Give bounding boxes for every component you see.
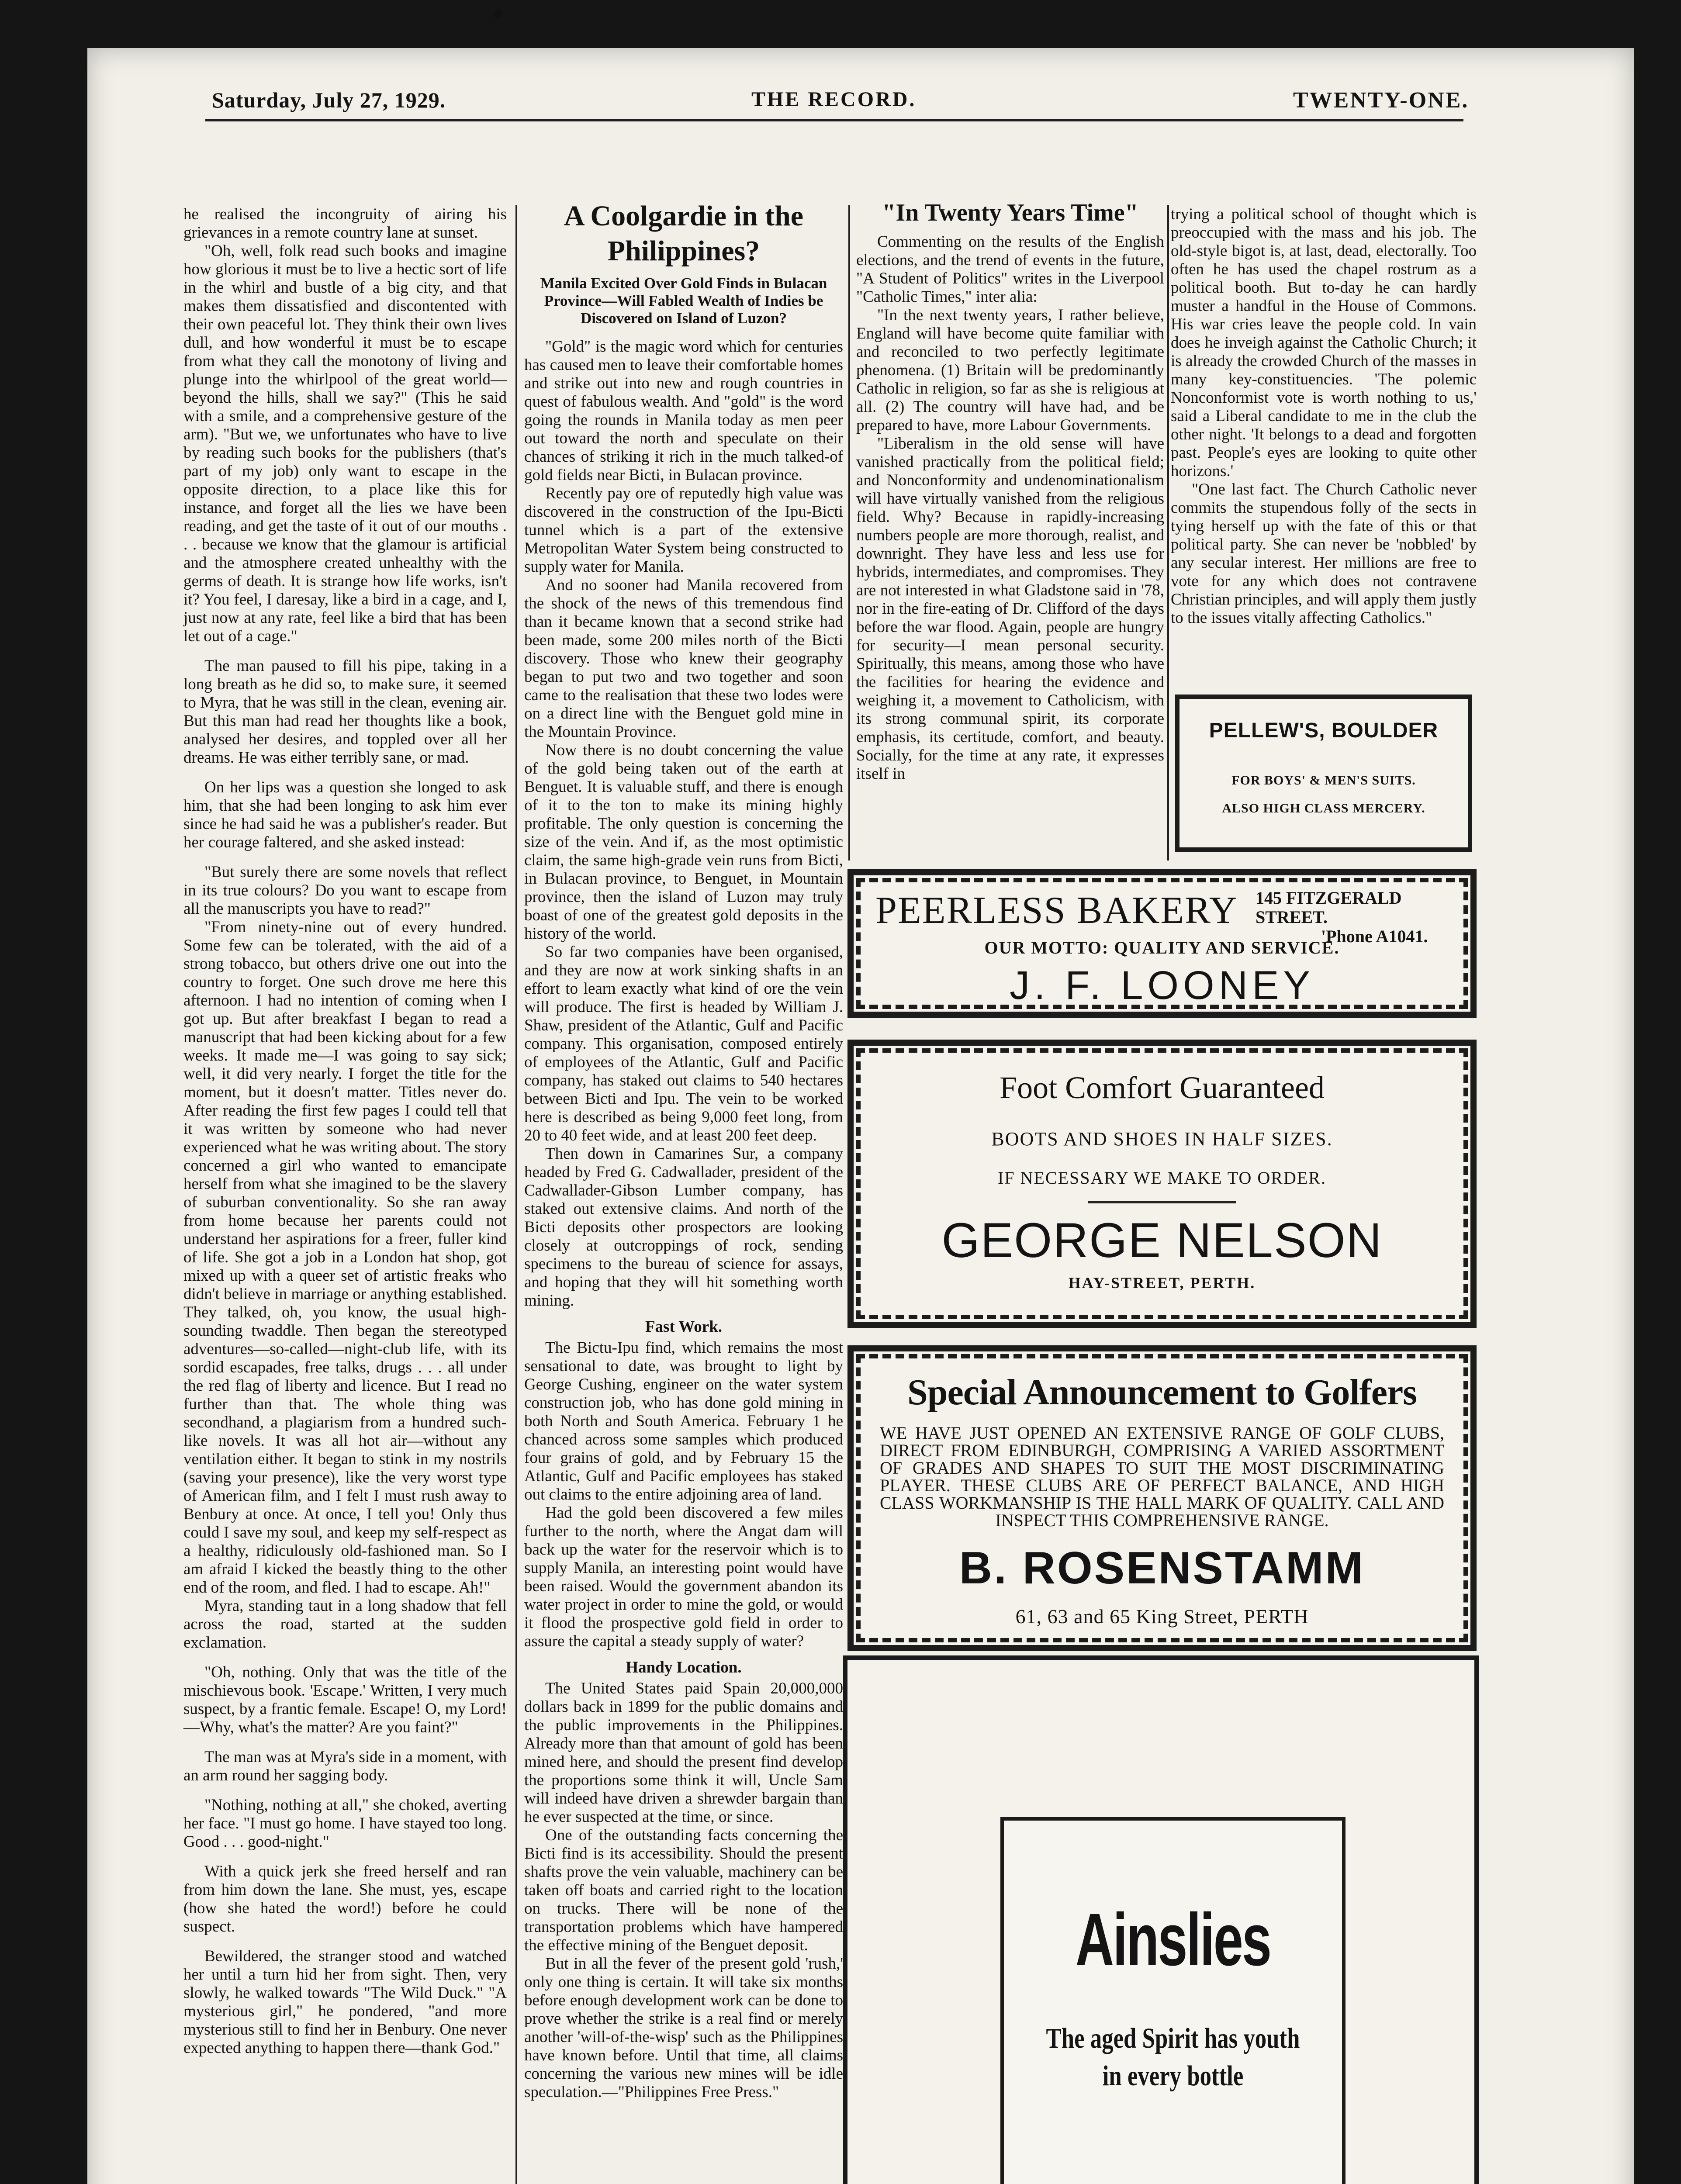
masthead-title: THE RECORD. (751, 88, 917, 111)
ad-line: FOR BOYS' & MEN'S SUITS. (1231, 773, 1416, 788)
column-divider (1167, 205, 1169, 860)
ad-headline: Special Announcement to Golfers (907, 1372, 1417, 1413)
paragraph: "Oh, well, folk read such books and imagine how glorious it must be to live a hectic sort of life in the whirl and bustle of a big city, and that makes them dissatisfied and discontented with their own peaceful lot. They think their own lives dull, and how wonderful it must be to escape from what they call the monotony of living and plunge into the whirlpool of the great world—beyond the hills, shall we say?" (This he said with a smile, and a comprehensive gesture of the arm). "But we, we unfortunates who have to live by reading such books for the publishers (that's part of my job) only want to escape in the opposite direction, to a place like this for instance, and forget all the lies we have been reading, and get the taste of it out of our mouths . . . because we know that the glamour is artificial and the atmosphere created unhealthy with the germs of death. It is strange how life works, isn't it? You feel, I daresay, like a bird in a cage, and I, just now at any rate, feel like a bird that has been let out of a cage." (183, 242, 507, 645)
ad-business-name: PEERLESS BAKERY (875, 889, 1238, 932)
subheading: Fast Work. (645, 1318, 723, 1336)
ad-line: IF NECESSARY WE MAKE TO ORDER. (998, 1168, 1326, 1188)
issue-date: Saturday, July 27, 1929. (212, 88, 446, 112)
paragraph: Now there is no doubt concerning the value of the gold being taken out of the earth at Benguet. It is valuable stuff, and there is enough of it to the ton to make its mining highly profitable. The only question is concerning the size of the vein. And if, as the most optimistic claim, the same high-grade vein runs from Bicti, in Bulacan province, to Benguet, in Mountain province, then the island of Luzon may truly boast of one of the greatest gold deposits in the history of the world. (524, 741, 843, 943)
paragraph: And no sooner had Manila recovered from the shock of the news of this tremendous find than it became known that a second strike had been made, some 200 miles north of the Bicti discovery. Those who knew their geography began to put two and two together and soon came to the realisation that these two lodes were on a direct line with the Benguet gold mine in the Mountain Province. (524, 576, 843, 741)
paragraph: But in all the fever of the present gold 'rush,' only one thing is certain. It will take six months before enough development work can be done to prove whether the strike is a real find or merely another 'will-of-the-wisp' such as the Philippines have known before. Until that time, all claims concerning the various new mines will be idle speculation.—"Philippines Free Press." (524, 1955, 843, 2101)
paragraph: "Gold" is the magic word which for centuries has caused men to leave their comfortable homes and strike out into new and rough countries in quest of fabulous wealth. And "gold" is the word going the rounds in Manila today as men peer out toward the north and speculate on their chances of striking it rich in the much talked-of gold fields near Bicti, in Bulacan province. (524, 338, 843, 484)
pellew-advertisement (1175, 695, 1472, 852)
ad-business-name: B. ROSENSTAMM (959, 1543, 1365, 1593)
paragraph: With a quick jerk she freed herself and ran from him down the lane. She must, yes, escape (how she hated the word!) before he could suspect. (183, 1863, 507, 1935)
tagline-line: The aged Spirit has youth (1046, 2022, 1300, 2054)
page-number: TWENTY-ONE. (1293, 88, 1469, 113)
ad-owner-name: J. F. LOONEY (1010, 963, 1314, 1008)
article-headline: A Coolgardie in the Philippines? (564, 200, 804, 267)
story-continuation-column (183, 205, 507, 2057)
tagline-line: in every bottle (1102, 2060, 1244, 2092)
paragraph: One of the outstanding facts concerning the Bicti find is its accessibility. Should the present shafts prove the vein valuable, machinery can be taken off boats and carried right to the location on trucks. There will be none of the transportation problems which have hampered the effective mining of the Benguet deposit. (524, 1826, 843, 1954)
peerless-bakery-advertisement (847, 869, 1477, 1018)
paragraph: "Nothing, nothing at all," she choked, averting her face. "I must go home. I have stayed too long. Good . . . good-night." (183, 1796, 507, 1851)
article-deck: Manila Excited Over Gold Finds in Bulacan Province—Will Fabled Wealth of Indies be Discovered on Island of Luzon? (540, 275, 827, 327)
ad-headline: Foot Comfort Guaranteed (1000, 1070, 1325, 1105)
ad-motto: OUR MOTTO: QUALITY AND SERVICE. (984, 938, 1340, 957)
paragraph: Recently pay ore of reputedly high value was discovered in the construction of the Ipu-Bicti tunnel which is a part of the extensive Metropolitan Water System being constructed to supply water for Manila. (524, 484, 843, 576)
ink-spot (494, 10, 502, 18)
ad-brand: Ainslies (1075, 1898, 1271, 1981)
paragraph: Bewildered, the stranger stood and watched her until a turn hid her from sight. Then, very slowly, he walked towards "The Wild Duck." "A mysterious girl," he pondered, "and more mysterious still to find her in Benbury. One never expected anything to happen there—thank God." (183, 1947, 507, 2057)
twenty-years-article (856, 199, 1164, 783)
paragraph: "But surely there are some novels that reflect in its true colours? Do you want to escape from all the manuscripts you have to read?" (183, 863, 507, 918)
paragraph: Commenting on the results of the English elections, and the trend of events in the future, "A Student of Politics" writes in the Liverpool "Catholic Times," inter alia: (856, 233, 1164, 306)
paragraph: On her lips was a question she longed to ask him, that she had been longing to ask him ever since he had said he was a publisher's reader. But her courage faltered, and she asked instead: (183, 778, 507, 851)
coolgardie-article (524, 199, 843, 2101)
paragraph: The man paused to fill his pipe, taking in a long breath as he did so, to make sure, it seemed to Myra, that he was still in the clean, evening air. But this man had read her thoughts like a book, analysed her desires, and toppled over all her dreams. He was either terribly sane, or mad. (183, 657, 507, 767)
paragraph: Then down in Camarines Sur, a company headed by Fred G. Cadwallader, president of the Cadwallader-Gibson Lumber company, has staked out extensive claims. And north of the Bicti deposits other prospectors are looking closely at outcroppings of rock, sending specimens to the bureau of science for assays, and hoping that they will hit something worth mining. (524, 1145, 843, 1310)
paragraph: Had the gold been discovered a few miles further to the north, where the Angat dam will back up the water for the reservoir which is to supply Manila, an interesting point would have been raised. Would the government abandon its water project in order to mine the gold, or would it flood the prospective gold field in order to assure the capital a steady supply of water? (524, 1504, 843, 1650)
ad-street: 145 FITZGERALD STREET. (1256, 888, 1402, 927)
twenty-years-continuation (1171, 205, 1477, 627)
ad-business-name: PELLEW'S, BOULDER (1209, 719, 1439, 742)
header-rule (205, 119, 1463, 121)
ad-business-name: GEORGE NELSON (941, 1213, 1383, 1268)
column-divider (848, 205, 850, 860)
paragraph: The United States paid Spain 20,000,000 dollars back in 1899 for the public domains and the public improvements in the Philippines. Already more than that amount of gold has been mined here, and should the present find develop the proportions some think it will, Uncle Sam will indeed have driven a shrewder bargain than he ever suspected at the time, or since. (524, 1679, 843, 1826)
paragraph: "Liberalism in the old sense will have vanished practically from the political field; and Nonconformity and undenominationalism will have virtually vanished from the religious field. Why? Because in rapidly-increasing numbers people are more thorough, realist, and downright. They have less and less use for hybrids, intermediates, and compromises. They are not interested in what Gladstone said in '78, nor in the fire-eating of Dr. Clifford of the days before the war flood. Again, people are hungry for security—I mean personal security. Spiritually, this means, among those who have the facilities for hearing the evidence and weighing it, a movement to Catholicism, with its strong communal spirit, its corporate emphasis, its certitude, comfort, and beauty. Socially, for the time at any rate, it expresses itself in (856, 435, 1164, 783)
paragraph: he realised the incongruity of airing his grievances in a remote country lane at sunset. (183, 205, 507, 242)
paragraph: "One last fact. The Church Catholic never commits the stupendous folly of the sects in tying herself up with the fate of this or that political party. She can never be 'nobbled' by any secular interest. Her millions are free to vote for any which does not contravene Christian principles, and will apply them justly to the issues vitally affecting Catholics." (1171, 480, 1477, 627)
column-divider (515, 205, 517, 2184)
paragraph: So far two companies have been organised, and they are now at work sinking shafts in an effort to learn exactly what kind of ore the vein will produce. The first is headed by William J. Shaw, president of the Atlantic, Gulf and Pacific company. This organisation, composed entirely of employees of the Atlantic, Gulf and Pacific company, has staked out claims to 540 hectares between Bicti and Ipu. The vein to be worked here is described as being 9,000 feet long, from 20 to 40 feet wide, and at least 200 feet deep. (524, 943, 843, 1144)
paragraph: Myra, standing taut in a long shadow that fell across the road, started at the sudden exclamation. (183, 1597, 507, 1652)
subheading: Handy Location. (626, 1659, 742, 1676)
paragraph: "From ninety-nine out of every hundred. Some few can be tolerated, with the aid of a strong tobacco, but others drive one out into the country to forget. One such drove me here this afternoon. I had no intention of coming when I got up. But after breakfast I began to read a manuscript that had been kicking about for a few weeks. It made me—I was going to say sick; well, it did very nearly. I forget the title for the moment, but it doesn't matter. Titles never do. After reading the first few pages I could tell that it was written by someone who had never experienced what he was writing about. The story concerned a girl who wanted to emancipate herself from what she imagined to be the slavery of suburban conventionality. So she ran away from home because her parents could not understand her aspirations for a freer, fuller kind of life. She got a job in a London hat shop, got mixed up with a queer set of artistic freaks who didn't believe in marriage or anything established. They talked, oh, you know, the usual high-sounding twaddle. Then began the stereotyped adventures—so-called—night-club life, with its sordid escapades, free talks, drugs . . . all under the red flag of liberty and licence. But I read no further than that. The whole thing was secondhand, a plagiarism from a hundred such-like novels. It was all hot air—without any ventilation either. It began to stink in my nostrils (saving your presence), like the very worst type of American film, and I felt I must rush away to Benbury at once. At once, I tell you! Only thus could I save my soul, and keep my self-respect as a healthy, ridiculously old-fashioned man. So I am afraid I kicked the beastly thing to the other end of the room, and fled. I had to escape. Ah!" (183, 918, 507, 1597)
ad-line: BOOTS AND SHOES IN HALF SIZES. (991, 1128, 1333, 1150)
paragraph: "Oh, nothing. Only that was the title of the mischievous book. 'Escape.' Written, I very much suspect, by a frantic female. Escape! O, my Lord!—Why, what's the matter? Are you faint?" (183, 1663, 507, 1736)
ad-address: HAY-STREET, PERTH. (1068, 1274, 1256, 1292)
paragraph: The man was at Myra's side in a moment, with an arm round her sagging body. (183, 1748, 507, 1784)
ad-line: ALSO HIGH CLASS MERCERY. (1222, 801, 1425, 816)
golf-announcement-advertisement (847, 1345, 1477, 1651)
ad-phone: 'Phone A1041. (1321, 926, 1428, 946)
ad-body: WE HAVE JUST OPENED AN EXTENSIVE RANGE OF GOLF CLUBS, DIRECT FROM EDINBURGH, COMPRISING A VARIED ASSORTMENT OF GRADES AND SHAPES TO SUIT THE MOST DISCRIMINATING PLAYER. THESE CLUBS ARE OF PERFECT BALANCE, AND HIGH CLASS WORKMANSHIP IS THE HALL MARK OF QUALITY. CALL AND INSPECT THIS COMPREHENSIVE RANGE. (880, 1423, 1444, 1530)
ad-address: 61, 63 and 65 King Street, PERTH (1015, 1605, 1309, 1628)
ad-rule (1088, 1201, 1236, 1203)
article-headline: "In Twenty Years Time" (882, 199, 1138, 226)
ainslie-advertisement (1000, 1817, 1345, 2184)
paragraph: trying a political school of thought which is preoccupied with the mass and his job. The old-style bigot is, at last, dead, electorally. Too often he has used the chapel rostrum as a political booth. But to-day he can hardly muster a handful in the House of Commons. His war cries leave the people cold. In vain does he inveigh against the Catholic Church; it is already the crowded Church of the masses in many key-constituencies. 'The polemic Nonconformist vote is worth nothing to us,' said a Liberal candidate to me in the club the other night. 'It belongs to a dead and forgotten past. People's eyes are looking to quite other horizons.' (1171, 205, 1477, 480)
foot-comfort-advertisement (847, 1040, 1477, 1328)
paragraph: The Bictu-Ipu find, which remains the most sensational to date, was brought to light by George Cushing, engineer on the water system construction job, who has done gold mining in both North and South America. February 1 he chanced across some samples which produced four grains of gold, and by February 15 the Atlantic, Gulf and Pacific employees has staked out claims to the entire adjoining area of land. (524, 1339, 843, 1503)
paragraph: "In the next twenty years, I rather believe, England will have become quite familiar with and reconciled to two perfectly legitimate phenomena. (1) Britain will be predominantly Catholic in religion, so far as she is religious at all. (2) The country will have had, and be prepared to have, more Labour Governments. (856, 306, 1164, 434)
ad-tagline (1038, 2020, 1308, 2095)
